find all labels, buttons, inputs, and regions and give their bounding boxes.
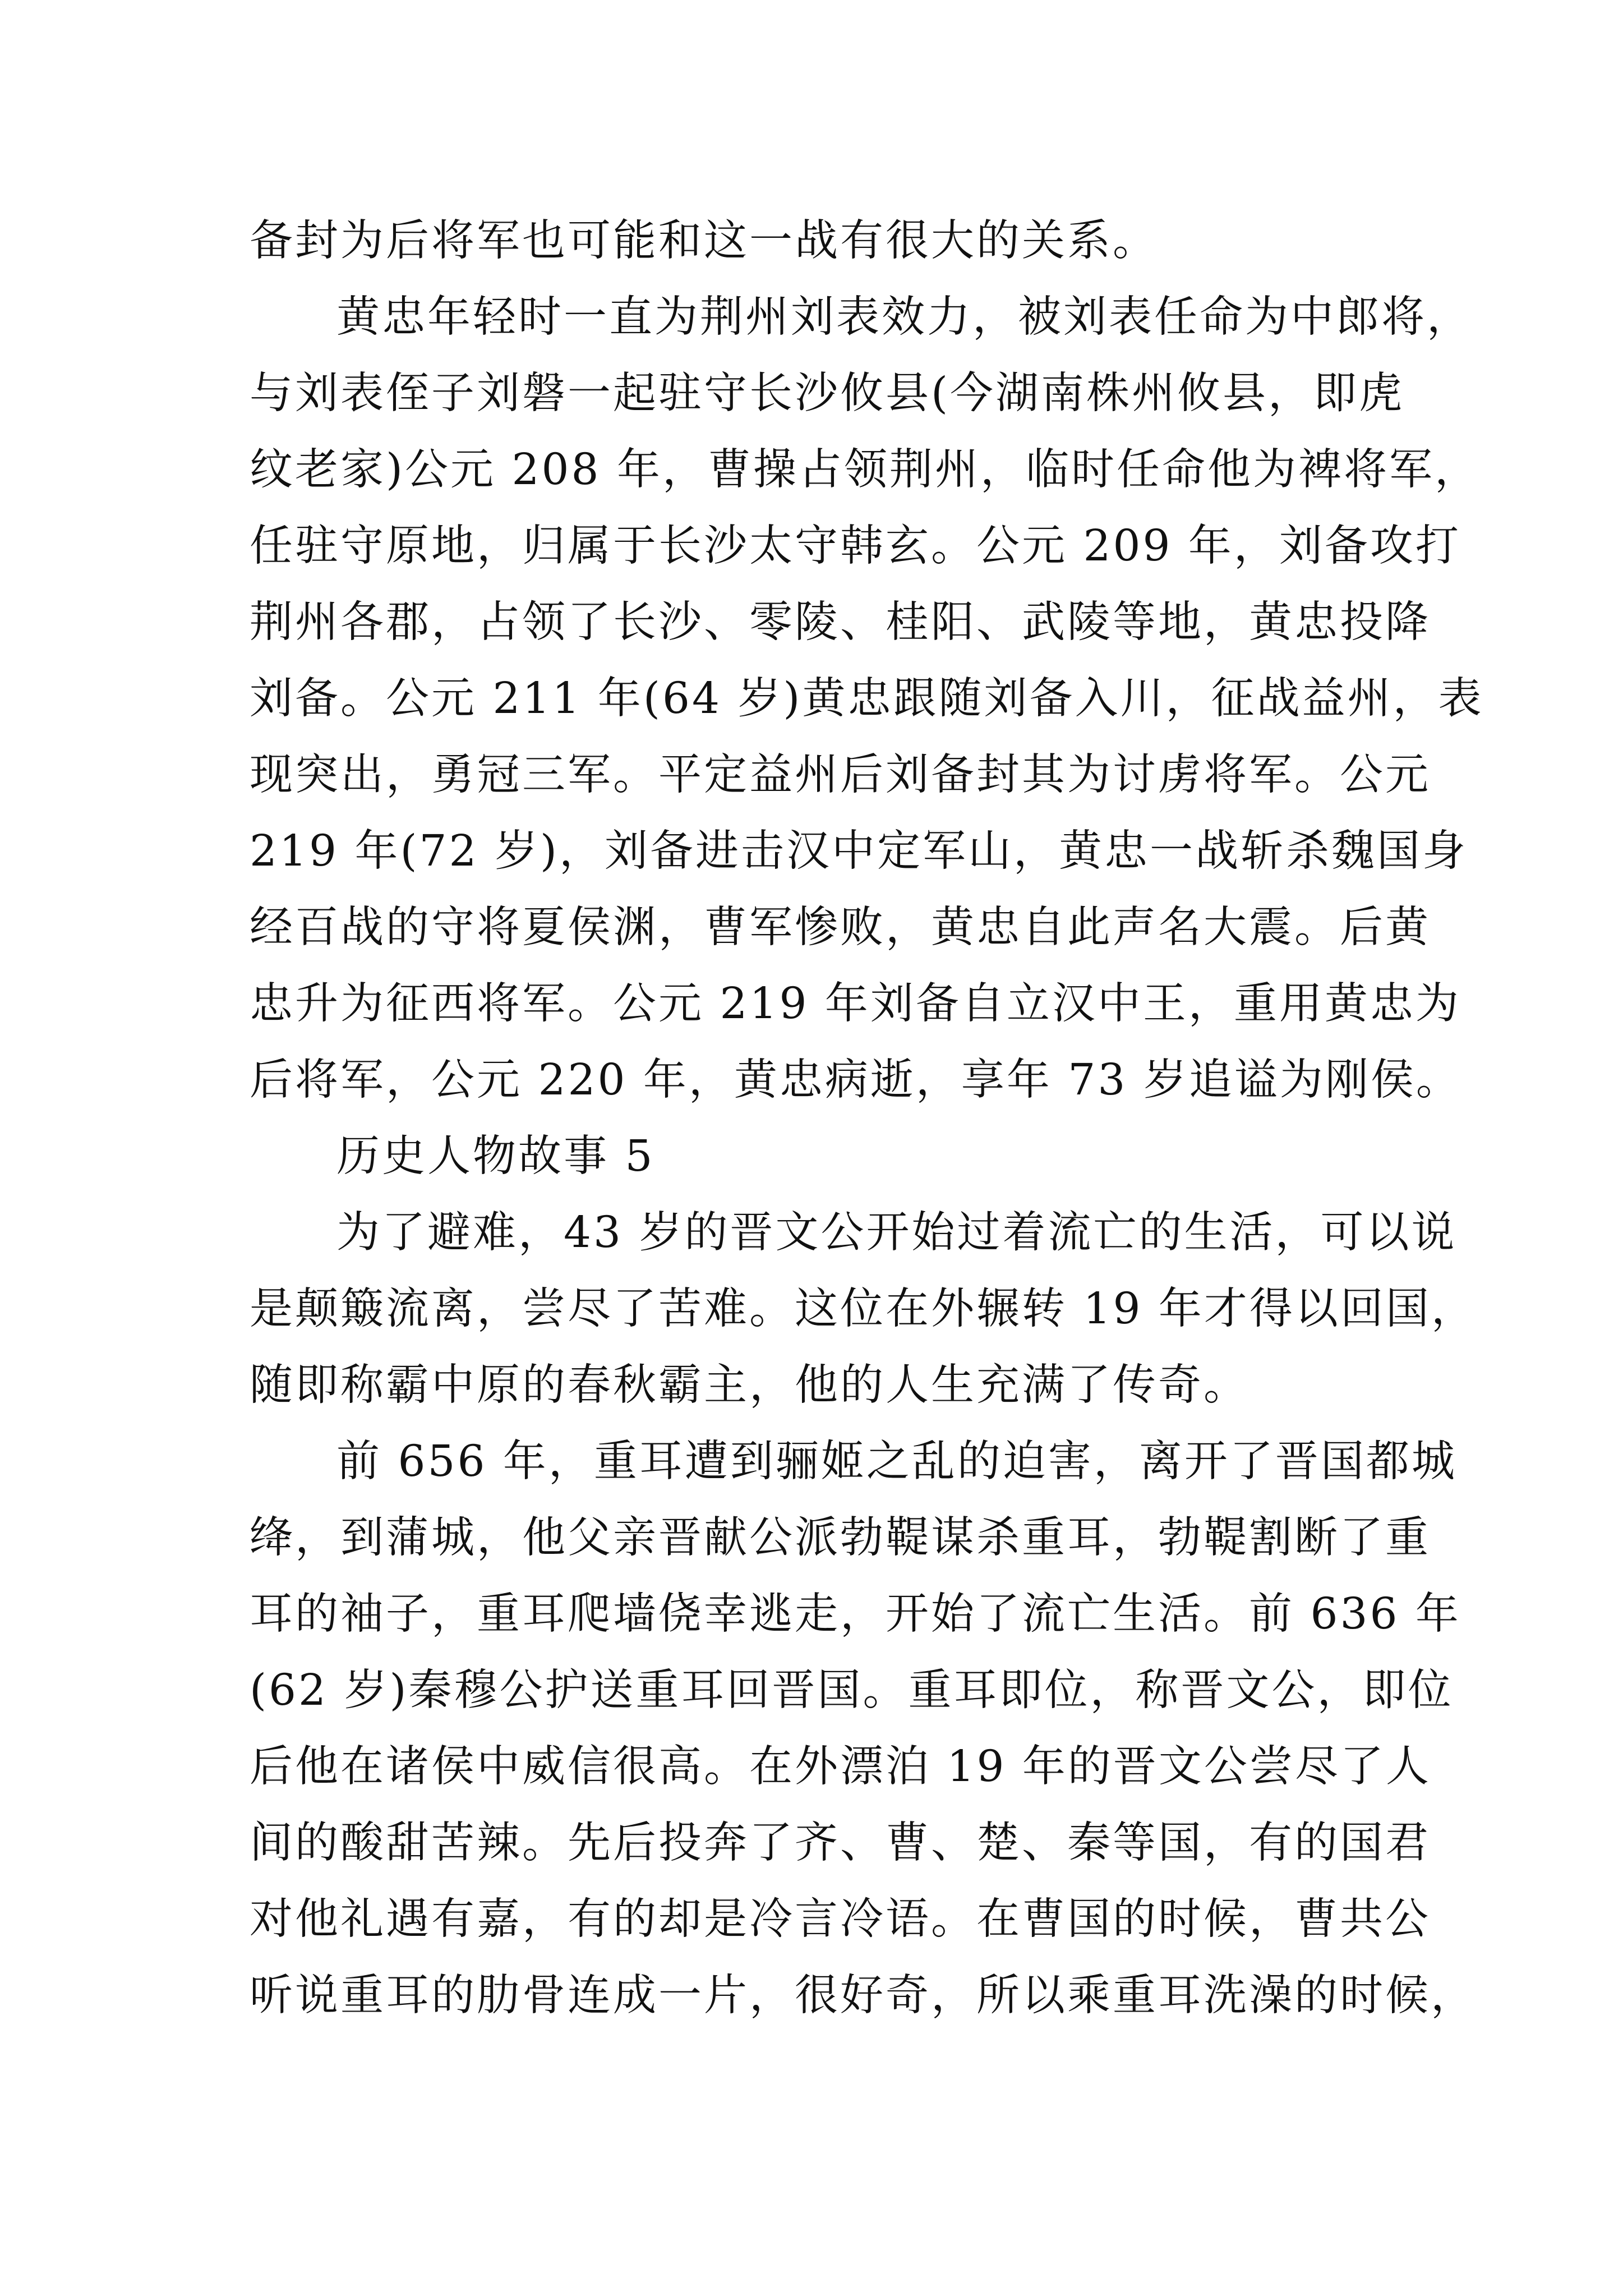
text-line: 与刘表侄子刘磐一起驻守长沙攸县(今湖南株州攸县，即虎: [250, 369, 1405, 418]
text-line: 任驻守原地，归属于长沙太守韩玄。公元 209 年，刘备攻打: [250, 521, 1461, 571]
text-line: 听说重耳的肋骨连成一片，很好奇，所以乘重耳洗澡的时候，: [250, 1971, 1476, 2021]
paragraph-start-line: 黄忠年轻时一直为荆州刘表效力，被刘表任命为中郎将，: [336, 292, 1472, 342]
text-line: 对他礼遇有嘉，有的却是冷言冷语。在曹国的时候，曹共公: [250, 1894, 1431, 1944]
section-heading: 历史人物故事 5: [336, 1131, 655, 1181]
text-line: 随即称霸中原的春秋霸主，他的人生充满了传奇。: [250, 1360, 1249, 1410]
paragraph-start-line: 前 656 年，重耳遭到骊姬之乱的迫害，离开了晋国都城: [336, 1437, 1457, 1487]
text-line: 后他在诸侯中威信很高。在外漂泊 19 年的晋文公尝尽了人: [250, 1742, 1431, 1792]
text-line: 后将军，公元 220 年，黄忠病逝，享年 73 岁追谥为刚侯。: [250, 1055, 1461, 1105]
text-line: 219 年(72 岁)，刘备进击汉中定军山，黄忠一战斩杀魏国身: [250, 826, 1468, 876]
text-line: 备封为后将军也可能和这一战有很大的关系。: [250, 216, 1158, 266]
text-line: 荆州各郡，占领了长沙、零陵、桂阳、武陵等地，黄忠投降: [250, 597, 1431, 647]
text-line: 间的酸甜苦辣。先后投奔了齐、曹、楚、秦等国，有的国君: [250, 1818, 1431, 1868]
text-line: 经百战的守将夏侯渊，曹军惨败，黄忠自此声名大震。后黄: [250, 903, 1431, 953]
text-line: 绛，到蒲城，他父亲晋献公派勃鞮谋杀重耳，勃鞮割断了重: [250, 1513, 1431, 1563]
text-line: (62 岁)秦穆公护送重耳回晋国。重耳即位，称晋文公，即位: [250, 1665, 1454, 1715]
text-line: 现突出，勇冠三军。平定益州后刘备封其为讨虏将军。公元: [250, 750, 1431, 800]
text-line: 纹老家)公元 208 年，曹操占领荆州，临时任命他为裨将军，: [250, 445, 1480, 495]
text-line: 是颠簸流离，尝尽了苦难。这位在外辗转 19 年才得以回国，: [250, 1284, 1477, 1334]
text-line: 耳的袖子，重耳爬墙侥幸逃走，开始了流亡生活。前 636 年: [250, 1589, 1461, 1639]
text-line: 忠升为征西将军。公元 219 年刘备自立汉中王，重用黄忠为: [250, 979, 1461, 1029]
text-line: 刘备。公元 211 年(64 岁)黄忠跟随刘备入川，征战益州，表: [250, 674, 1484, 724]
paragraph-start-line: 为了避难，43 岁的晋文公开始过着流亡的生活，可以说: [336, 1208, 1457, 1258]
